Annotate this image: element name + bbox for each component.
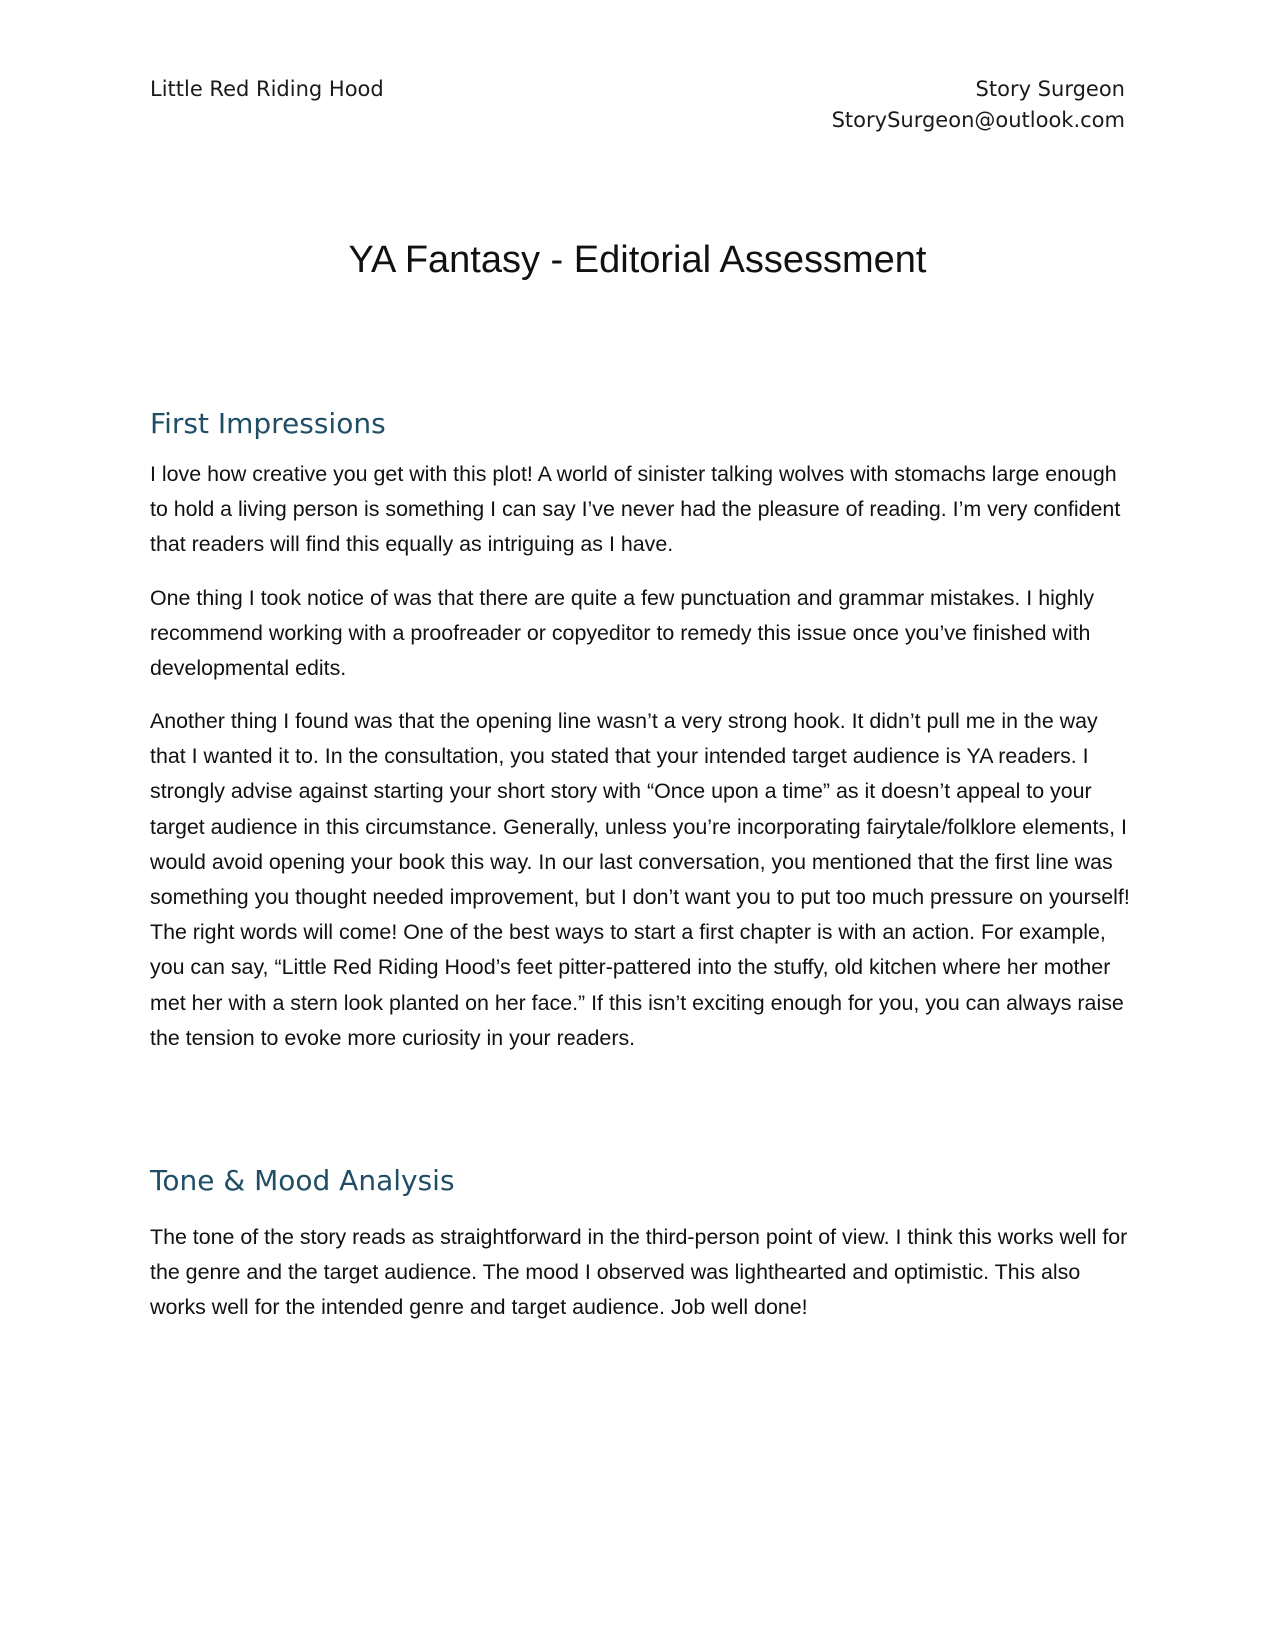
document-title: YA Fantasy - Editorial Assessment [348, 239, 927, 281]
header-author-name: Story Surgeon [975, 77, 1125, 101]
paragraph: The tone of the story reads as straightforward in the third-person point of view. I think this works well for the genre and the target audience. The mood I observed was lighthearted and optimistic. This also works well for the intended genre and target audience. Job well done! [150, 1225, 1128, 1320]
paragraph: I love how creative you get with this plot! A world of sinister talking wolves with stomachs large enough to hold a living person is something I can say I’ve never had the pleasure of reading. I’m very confident that readers will find this equally as intriguing as I have. [150, 462, 1121, 557]
section-heading-first-impressions: First Impressions [150, 407, 386, 440]
section-heading-tone-mood-analysis: Tone & Mood Analysis [150, 1164, 455, 1197]
paragraph: Another thing I found was that the opening line wasn’t a very strong hook. It didn’t pull me in the way that I wanted it to. In the consultation, you stated that your intended target audience is YA readers. I strongly advise against starting your short story with “Once upon a time” as it doesn’t appeal to your target audience in this circumstance. Generally, unless you’re incorporating fairytale/folklore elements, I would avoid opening your book this way. In our last conversation, you mentioned that the first line was something you thought needed improvement, but I don’t want you to put too much pressure on yourself! The right words will come! One of the best ways to start a first chapter is with an action. For example, you can say, “Little Red Riding Hood’s feet pitter-pattered into the stuffy, old kitchen where her mother met her with a stern look planted on her face.” If this isn’t exciting enough for you, you can always raise the tension to evoke more curiosity in your readers. [150, 709, 1130, 1050]
header-story-title: Little Red Riding Hood [150, 77, 384, 101]
paragraph: One thing I took notice of was that there are quite a few punctuation and grammar mistakes. I highly recommend working with a proofreader or copyeditor to remedy this issue once you’ve finished with developmental edits. [150, 586, 1095, 681]
header-author-email: StorySurgeon@outlook.com [831, 108, 1125, 132]
header-author-block [832, 74, 1125, 136]
